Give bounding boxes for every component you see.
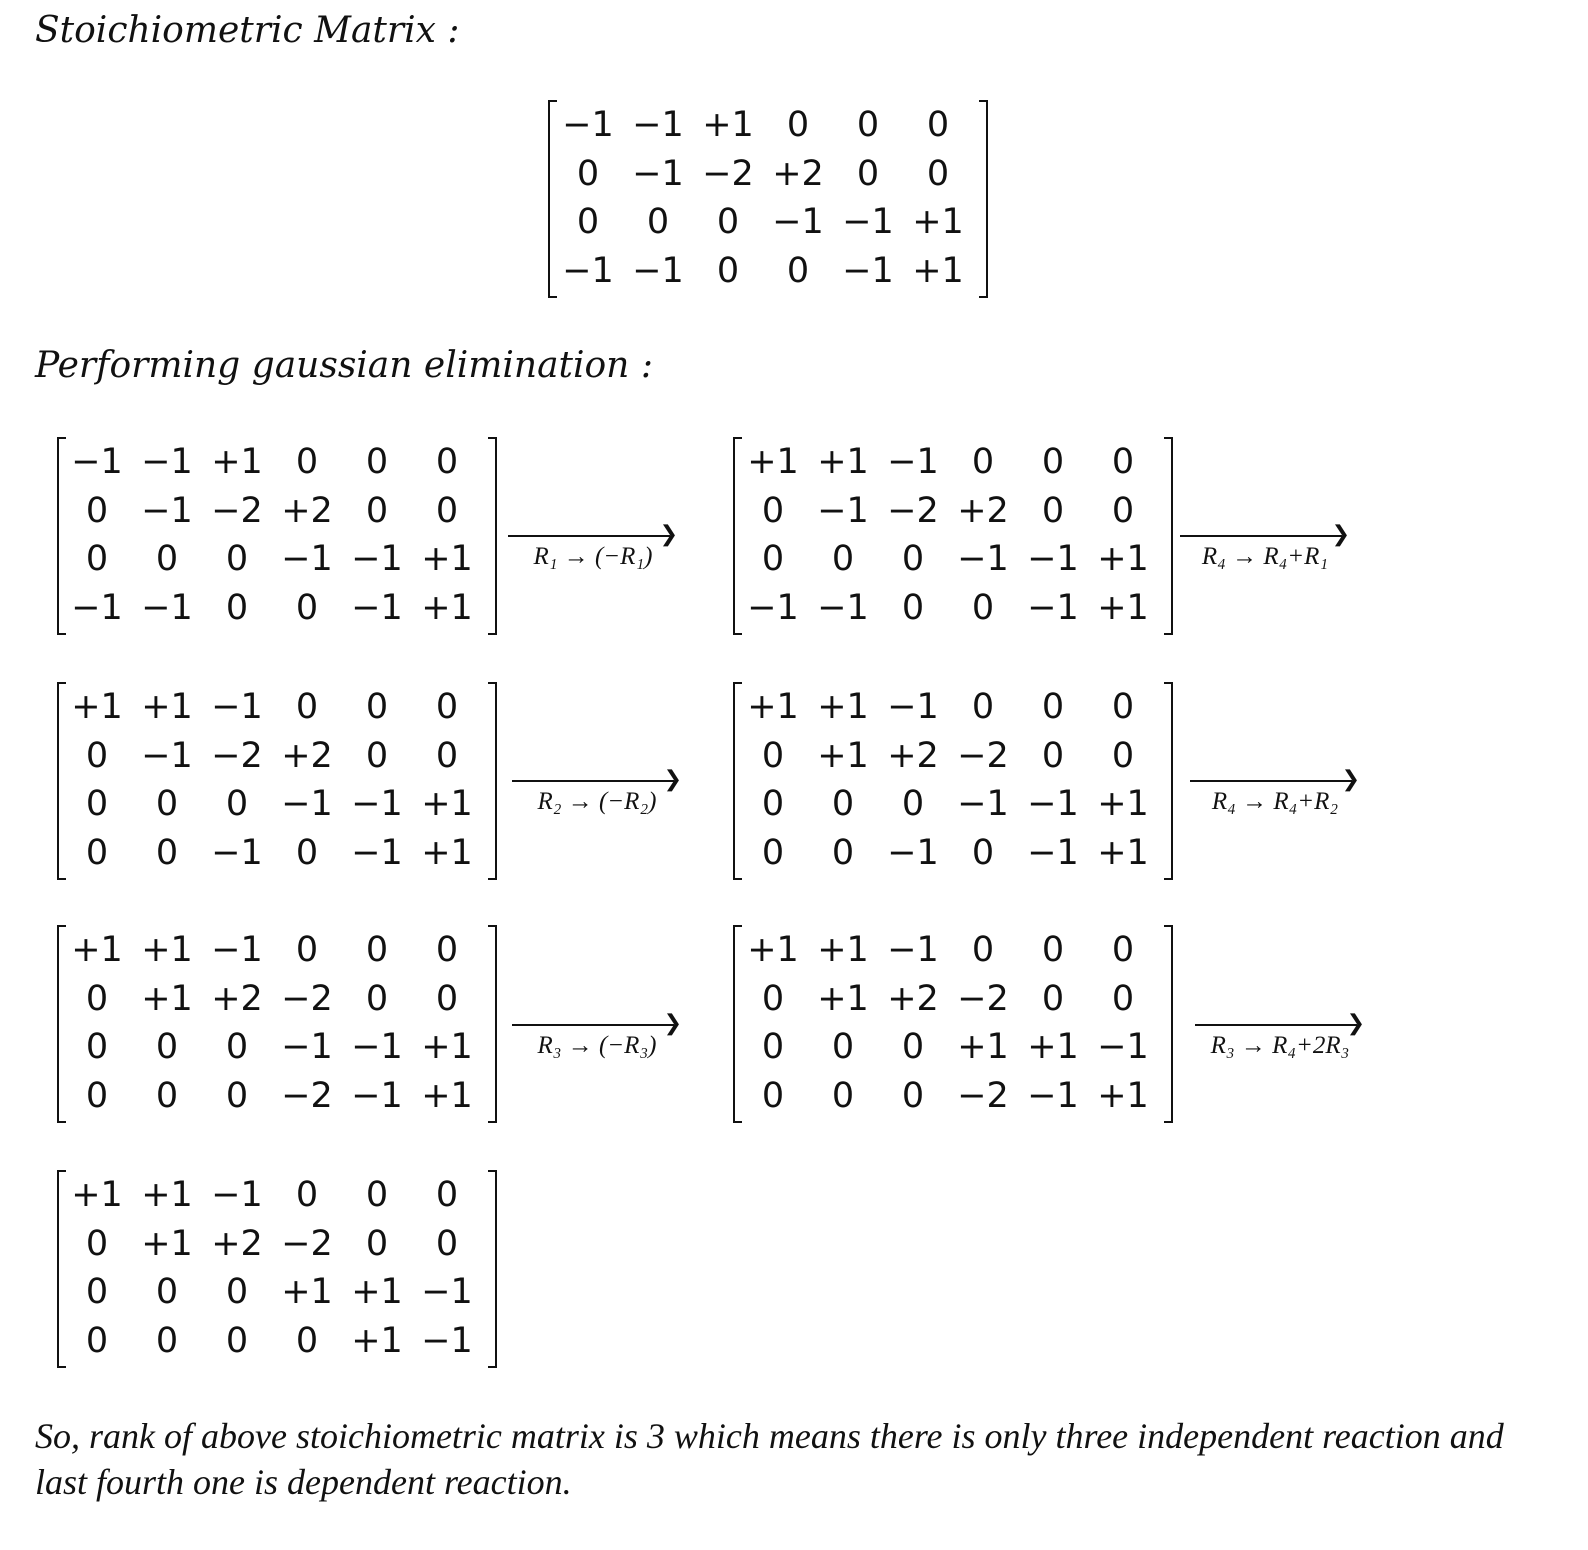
- matrix-cell: 0: [225, 1075, 249, 1116]
- final-matrix: [57, 1170, 497, 1364]
- matrix-cell: 0: [716, 250, 740, 291]
- matrix-cell: −2: [211, 735, 263, 776]
- matrix-cell: 0: [365, 978, 389, 1019]
- matrix-cell: 0: [716, 202, 740, 242]
- step3-before-matrix: [57, 925, 497, 1119]
- matrix-cell: 0: [576, 202, 600, 242]
- step1-operation-1-label: R₁ → (−R₁): [533, 543, 653, 570]
- matrix-cell: −1: [842, 202, 894, 242]
- matrix-cell: 0: [85, 539, 109, 579]
- matrix-cell: 0: [295, 832, 319, 873]
- matrix-cell: +1: [351, 1320, 403, 1361]
- matrix-cell: +1: [421, 539, 473, 579]
- step1-operation-2-label: R₄ → R₄+R₁: [1201, 543, 1329, 570]
- matrix-cell: +1: [421, 1075, 473, 1116]
- matrix-cell: 0: [786, 105, 810, 145]
- matrix-right-bracket: [488, 682, 497, 880]
- matrix-cell: 0: [1111, 735, 1135, 776]
- matrix-cell: 0: [225, 1320, 249, 1361]
- matrix-cell: +1: [817, 930, 869, 970]
- matrix-cell: 0: [856, 153, 880, 194]
- matrix-right-bracket: [1164, 925, 1173, 1123]
- step1-before-matrix: [57, 437, 497, 631]
- matrix-cell: 0: [646, 202, 670, 242]
- matrix-cell: −2: [281, 1075, 333, 1116]
- matrix-cell: −2: [281, 978, 333, 1019]
- matrix-cell: +1: [71, 687, 123, 727]
- heading-gaussian-elimination: Performing gaussian elimination :: [35, 345, 653, 386]
- matrix-cell: −1: [281, 539, 333, 579]
- step2-operation-1-label: R₂ → (−R₂): [537, 788, 657, 815]
- matrix-cell: 0: [831, 1075, 855, 1116]
- matrix-right-bracket: [1164, 437, 1173, 635]
- matrix-cell: 0: [155, 832, 179, 873]
- matrix-cell: +1: [141, 978, 193, 1019]
- matrix-cell: −1: [71, 587, 123, 628]
- matrix-cell: −1: [1027, 539, 1079, 579]
- matrix-cell: +1: [1097, 784, 1149, 824]
- matrix-cell: 0: [971, 442, 995, 482]
- matrix-cell: +1: [912, 202, 964, 242]
- matrix-cell: 0: [365, 490, 389, 531]
- matrix-cell: 0: [971, 832, 995, 873]
- matrix-cell: 0: [85, 1027, 109, 1067]
- matrix-cell: 0: [225, 587, 249, 628]
- matrix-cell: −1: [1097, 1027, 1149, 1067]
- matrix-cell: 0: [85, 1320, 109, 1361]
- matrix-cell: −2: [887, 490, 939, 531]
- matrix-cell: 0: [225, 1027, 249, 1067]
- matrix-cell: −1: [141, 735, 193, 776]
- step3-operation-1: ❯ R₃ → (−R₃): [512, 1016, 682, 1066]
- matrix-cell: 0: [1111, 442, 1135, 482]
- matrix-cell: −1: [351, 539, 403, 579]
- matrix-cell: 0: [155, 1272, 179, 1312]
- step2-operation-2: ❯ R₄ → R₄+R₂: [1190, 772, 1360, 822]
- matrix-cell: +1: [747, 930, 799, 970]
- matrix-cell: +1: [141, 930, 193, 970]
- matrix-cell: 0: [225, 784, 249, 824]
- matrix-cell: −1: [351, 1027, 403, 1067]
- step3-operation-2-label: R₃ → R₄+2R₃: [1210, 1032, 1350, 1059]
- matrix-cell: 0: [85, 490, 109, 531]
- matrix-cell: +1: [1027, 1027, 1079, 1067]
- matrix-cell: −1: [71, 442, 123, 482]
- matrix-cell: 0: [155, 539, 179, 579]
- matrix-cell: −1: [211, 1175, 263, 1215]
- matrix-right-bracket: [1164, 682, 1173, 880]
- matrix-cell: −1: [141, 490, 193, 531]
- matrix-cell: −2: [957, 1075, 1009, 1116]
- matrix-cell: +1: [1097, 1075, 1149, 1116]
- matrix-cell: −2: [957, 735, 1009, 776]
- matrix-cell: +1: [351, 1272, 403, 1312]
- matrix-cell: −1: [421, 1320, 473, 1361]
- matrix-cell: −1: [141, 587, 193, 628]
- matrix-cell: 0: [435, 930, 459, 970]
- matrix-cell: 0: [295, 687, 319, 727]
- matrix-cell: +1: [281, 1272, 333, 1312]
- matrix-cell: 0: [85, 784, 109, 824]
- matrix-cell: +1: [747, 442, 799, 482]
- matrix-cell: 0: [1111, 978, 1135, 1019]
- matrix-cell: +1: [1097, 539, 1149, 579]
- matrix-cell: +1: [71, 1175, 123, 1215]
- matrix-cell: −1: [281, 784, 333, 824]
- matrix-cell: −1: [1027, 784, 1079, 824]
- matrix-cell: −2: [211, 490, 263, 531]
- matrix-cell: +1: [817, 687, 869, 727]
- matrix-cell: 0: [435, 735, 459, 776]
- matrix-cell: −2: [957, 978, 1009, 1019]
- matrix-cell: −1: [211, 832, 263, 873]
- matrix-cell: −1: [632, 250, 684, 291]
- matrix-cell: 0: [435, 1175, 459, 1215]
- matrix-cell: 0: [1111, 930, 1135, 970]
- matrix-cell: −1: [211, 687, 263, 727]
- matrix-right-bracket: [488, 437, 497, 635]
- step2-operation-2-label: R₄ → R₄+R₂: [1211, 788, 1339, 815]
- matrix-cell: 0: [761, 539, 785, 579]
- matrix-cell: 0: [831, 832, 855, 873]
- matrix-cell: −1: [772, 202, 824, 242]
- matrix-cell: 0: [901, 539, 925, 579]
- matrix-cell: −1: [632, 105, 684, 145]
- matrix-cell: 0: [761, 978, 785, 1019]
- matrix-cell: +1: [421, 1027, 473, 1067]
- matrix-cell: 0: [1041, 735, 1065, 776]
- matrix-cell: 0: [85, 735, 109, 776]
- step1-operation-2: ❯ R₄ → R₄+R₁: [1180, 527, 1350, 577]
- step2-after-matrix: [733, 682, 1173, 876]
- matrix-cell: −1: [562, 105, 614, 145]
- matrix-cell: 0: [761, 490, 785, 531]
- matrix-cell: 0: [1041, 490, 1065, 531]
- matrix-cell: 0: [901, 1075, 925, 1116]
- matrix-cell: 0: [761, 1027, 785, 1067]
- matrix-cell: 0: [365, 1223, 389, 1264]
- matrix-cell: −1: [351, 832, 403, 873]
- matrix-cell: +1: [211, 442, 263, 482]
- matrix-cell: −1: [351, 1075, 403, 1116]
- matrix-cell: 0: [155, 1027, 179, 1067]
- matrix-cell: −1: [957, 784, 1009, 824]
- matrix-cell: −1: [351, 587, 403, 628]
- matrix-cell: 0: [901, 1027, 925, 1067]
- matrix-cell: +1: [1097, 832, 1149, 873]
- matrix-cell: +1: [957, 1027, 1009, 1067]
- matrix-cell: −1: [887, 442, 939, 482]
- matrix-cell: 0: [365, 1175, 389, 1215]
- matrix-cell: 0: [435, 687, 459, 727]
- matrix-cell: −1: [1027, 587, 1079, 628]
- matrix-cell: 0: [786, 250, 810, 291]
- matrix-cell: 0: [1041, 687, 1065, 727]
- matrix-cell: 0: [971, 587, 995, 628]
- matrix-cell: +1: [747, 687, 799, 727]
- matrix-cell: −1: [632, 153, 684, 194]
- matrix-cell: 0: [831, 1027, 855, 1067]
- matrix-right-bracket: [488, 1170, 497, 1368]
- matrix-cell: −2: [702, 153, 754, 194]
- matrix-cell: 0: [901, 587, 925, 628]
- matrix-cell: +1: [817, 735, 869, 776]
- step1-after-matrix: [733, 437, 1173, 631]
- matrix-cell: −1: [887, 832, 939, 873]
- matrix-cell: 0: [365, 735, 389, 776]
- matrix-cell: 0: [435, 490, 459, 531]
- matrix-cell: 0: [435, 442, 459, 482]
- matrix-cell: 0: [761, 735, 785, 776]
- matrix-cell: 0: [85, 1223, 109, 1264]
- matrix-cell: +1: [817, 442, 869, 482]
- matrix-cell: +2: [281, 735, 333, 776]
- matrix-cell: 0: [225, 539, 249, 579]
- matrix-cell: +2: [211, 1223, 263, 1264]
- matrix-cell: 0: [1041, 442, 1065, 482]
- step2-operation-1: ❯ R₂ → (−R₂): [512, 772, 682, 822]
- matrix-cell: −1: [817, 490, 869, 531]
- matrix-cell: +1: [817, 978, 869, 1019]
- matrix-cell: 0: [831, 784, 855, 824]
- matrix-cell: 0: [295, 442, 319, 482]
- matrix-right-bracket: [979, 100, 988, 298]
- matrix-cell: +1: [1097, 587, 1149, 628]
- matrix-cell: 0: [155, 1075, 179, 1116]
- matrix-cell: −1: [562, 250, 614, 291]
- matrix-cell: +1: [141, 1223, 193, 1264]
- conclusion-text: So, rank of above stoichiometric matrix is 3 which means there is only three independent reaction and last fourth one is dependent reaction.: [35, 1416, 1504, 1502]
- matrix-cell: −2: [281, 1223, 333, 1264]
- matrix-cell: 0: [971, 930, 995, 970]
- matrix-cell: 0: [761, 832, 785, 873]
- matrix-cell: −1: [421, 1272, 473, 1312]
- matrix-cell: 0: [1111, 490, 1135, 531]
- matrix-cell: 0: [85, 1075, 109, 1116]
- matrix-cell: −1: [1027, 832, 1079, 873]
- matrix-cell: +2: [281, 490, 333, 531]
- matrix-cell: 0: [926, 105, 950, 145]
- matrix-cell: +1: [702, 105, 754, 145]
- matrix-cell: −1: [817, 587, 869, 628]
- matrix-cell: +1: [141, 1175, 193, 1215]
- matrix-cell: 0: [155, 784, 179, 824]
- matrix-cell: 0: [85, 978, 109, 1019]
- matrix-cell: 0: [761, 1075, 785, 1116]
- matrix-cell: 0: [901, 784, 925, 824]
- matrix-cell: 0: [295, 1320, 319, 1361]
- matrix-cell: 0: [365, 442, 389, 482]
- original-matrix: [548, 100, 988, 294]
- matrix-cell: 0: [435, 1223, 459, 1264]
- matrix-cell: +1: [421, 832, 473, 873]
- step3-operation-1-label: R₃ → (−R₃): [537, 1032, 657, 1059]
- matrix-cell: 0: [926, 153, 950, 194]
- matrix-cell: 0: [365, 930, 389, 970]
- matrix-cell: 0: [365, 687, 389, 727]
- matrix-right-bracket: [488, 925, 497, 1123]
- matrix-cell: 0: [225, 1272, 249, 1312]
- matrix-cell: 0: [295, 587, 319, 628]
- matrix-cell: 0: [1041, 930, 1065, 970]
- matrix-cell: +1: [912, 250, 964, 291]
- matrix-cell: +1: [421, 587, 473, 628]
- matrix-cell: +2: [772, 153, 824, 194]
- matrix-cell: +2: [887, 735, 939, 776]
- matrix-cell: 0: [85, 1272, 109, 1312]
- matrix-cell: +2: [957, 490, 1009, 531]
- matrix-cell: +1: [71, 930, 123, 970]
- matrix-cell: −1: [351, 784, 403, 824]
- matrix-cell: +2: [887, 978, 939, 1019]
- matrix-cell: 0: [85, 832, 109, 873]
- matrix-cell: −1: [1027, 1075, 1079, 1116]
- step2-before-matrix: [57, 682, 497, 876]
- matrix-cell: −1: [211, 930, 263, 970]
- matrix-cell: 0: [295, 1175, 319, 1215]
- matrix-cell: 0: [295, 930, 319, 970]
- matrix-cell: +1: [421, 784, 473, 824]
- matrix-cell: 0: [155, 1320, 179, 1361]
- matrix-cell: −1: [281, 1027, 333, 1067]
- matrix-cell: 0: [435, 978, 459, 1019]
- matrix-cell: −1: [747, 587, 799, 628]
- matrix-cell: +1: [141, 687, 193, 727]
- matrix-cell: −1: [887, 930, 939, 970]
- step1-operation-1: ❯ R₁ → (−R₁): [508, 527, 678, 577]
- matrix-cell: 0: [1111, 687, 1135, 727]
- matrix-cell: −1: [141, 442, 193, 482]
- matrix-cell: −1: [957, 539, 1009, 579]
- matrix-cell: 0: [971, 687, 995, 727]
- matrix-cell: 0: [761, 784, 785, 824]
- matrix-cell: −1: [842, 250, 894, 291]
- matrix-cell: 0: [576, 153, 600, 194]
- matrix-cell: 0: [831, 539, 855, 579]
- matrix-cell: 0: [1041, 978, 1065, 1019]
- matrix-cell: 0: [856, 105, 880, 145]
- heading-stoichiometric-matrix: Stoichiometric Matrix :: [35, 10, 460, 51]
- matrix-cell: +2: [211, 978, 263, 1019]
- matrix-cell: −1: [887, 687, 939, 727]
- step3-after-matrix: [733, 925, 1173, 1119]
- step3-operation-2: ❯ R₃ → R₄+2R₃: [1195, 1016, 1365, 1066]
